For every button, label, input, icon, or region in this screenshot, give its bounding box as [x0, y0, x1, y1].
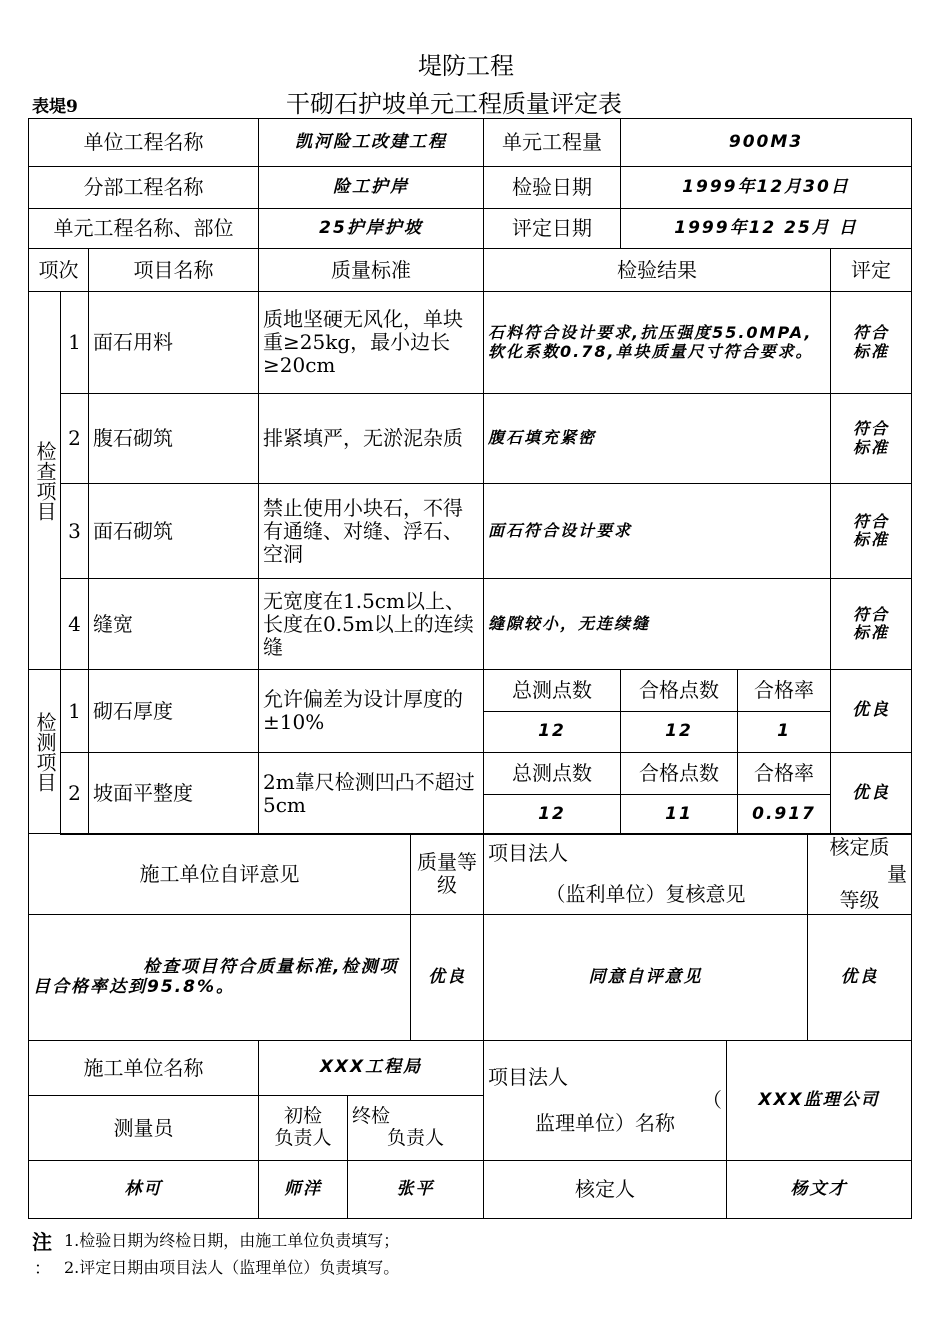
initial-label: 初检	[283, 1105, 322, 1128]
self-assessment-text: 检查项目符合质量标准,检测项目合格率达到95.8%。	[28, 914, 411, 1041]
check-item-standard: 排紧填严，无淤泥杂质	[258, 393, 484, 484]
element-quantity-value: 900M3	[620, 118, 912, 167]
check-item-standard: 无宽度在1.5cm以上、长度在0.5m以上的连续缝	[258, 578, 484, 670]
note-1: 1.检验日期为终检日期，由施工单位负责填写；	[64, 1231, 400, 1250]
measure-item-name: 坡面平整度	[88, 752, 259, 835]
check-item-standard: 禁止使用小块石，不得有通缝、对缝、浮石、空洞	[258, 483, 484, 579]
check-item-name: 缝宽	[88, 578, 259, 670]
verify-label-3: 等级	[839, 888, 880, 912]
measure-item-name: 砌石厚度	[88, 669, 259, 753]
surveyor-label: 测量员	[28, 1095, 259, 1161]
owner-name-label	[483, 1040, 727, 1161]
sub-project-value: 险工护岸	[258, 166, 484, 209]
self-grade: 优良	[410, 914, 484, 1041]
check-item-rating: 符合标准	[830, 578, 912, 670]
inspection-date-value: 1999年12月30日	[620, 166, 912, 209]
self-assessment-label: 施工单位自评意见	[28, 833, 411, 915]
measure-item-rating: 优良	[830, 669, 912, 753]
contractor-label: 施工单位名称	[28, 1040, 259, 1096]
verifier-label: 核定人	[483, 1160, 727, 1219]
check-item-result: 腹石填充紧密	[483, 393, 831, 484]
col-item-no: 项次	[28, 248, 89, 292]
element-name-value: 25护岸护坡	[258, 208, 484, 249]
measure-item-standard: 2m靠尺检测凹凸不超过5cm	[258, 752, 484, 835]
total-points: 12	[483, 711, 621, 753]
col-rating: 评定	[830, 248, 912, 292]
verifier-name: 杨文才	[726, 1160, 912, 1219]
surveyor-name: 林可	[28, 1160, 259, 1219]
quality-grade-label: 质量等级	[410, 833, 484, 915]
owner-label-2: （监利单位）复核意见	[545, 882, 746, 906]
col-result: 检验结果	[483, 248, 831, 292]
check-item-result: 面石符合设计要求	[483, 483, 831, 579]
total-points-header: 总测点数	[483, 752, 621, 795]
note-2: 2.评定日期由项目法人（监理单位）负责填写。	[64, 1258, 400, 1277]
unit-project-label: 单位工程名称	[28, 118, 259, 167]
passed-points-header: 合格点数	[620, 669, 738, 712]
owner-name-label-3: 监理单位）名称	[535, 1111, 675, 1135]
sub-project-label: 分部工程名称	[28, 166, 259, 209]
passed-points-header: 合格点数	[620, 752, 738, 795]
element-quantity-label: 单元工程量	[483, 118, 621, 167]
final-label-2: 负责人	[386, 1127, 444, 1149]
measure-item-no: 2	[60, 752, 89, 835]
check-item-standard: 质地坚硬无风化，单块重≥25kg，最小边长≥20cm	[258, 291, 484, 394]
owner-name-value: XXX监理公司	[726, 1040, 912, 1161]
measure-item-rating: 优良	[830, 752, 912, 835]
owner-name-label-1: 项目法人	[488, 1065, 568, 1089]
check-item-result: 石料符合设计要求,抗压强度55.0MPA,软化系数0.78,单块质量尺寸符合要求。	[483, 291, 831, 394]
check-item-rating: 符合标准	[830, 393, 912, 484]
pass-rate-header: 合格率	[737, 752, 831, 795]
final-label: 终检	[352, 1105, 391, 1128]
notes-prefix-1: 注	[32, 1230, 52, 1254]
initial-inspector-name: 师洋	[258, 1160, 348, 1219]
pass-rate: 0.917	[737, 794, 831, 835]
check-item-no: 4	[60, 578, 89, 670]
verify-grade: 优良	[807, 914, 912, 1041]
unit-project-value: 凯河险工改建工程	[258, 118, 484, 167]
assessment-date-value: 1999年12 25月 日	[620, 208, 912, 249]
check-item-result: 缝隙较小，无连续缝	[483, 578, 831, 670]
check-item-no: 3	[60, 483, 89, 579]
measure-item-standard: 允许偏差为设计厚度的±10%	[258, 669, 484, 753]
check-item-rating: 符合标准	[830, 483, 912, 579]
form-subtitle: 干砌石护坡单元工程质量评定表	[286, 90, 622, 118]
col-item-name: 项目名称	[88, 248, 259, 292]
pass-rate-header: 合格率	[737, 669, 831, 712]
total-points-header: 总测点数	[483, 669, 621, 712]
measure-items-group: 检测项目	[28, 669, 61, 834]
notes-prefix-2: ：	[34, 1259, 51, 1279]
check-item-no: 1	[60, 291, 89, 394]
check-item-name: 面石砌筑	[88, 483, 259, 579]
owner-label-1: 项目法人	[488, 841, 568, 865]
initial-label-2: 负责人	[274, 1127, 332, 1149]
check-item-rating: 符合标准	[830, 291, 912, 394]
final-inspector-label	[347, 1095, 484, 1161]
check-item-name: 面石用料	[88, 291, 259, 394]
final-inspector-name: 张平	[347, 1160, 484, 1219]
verify-grade-label	[807, 833, 912, 915]
measure-item-no: 1	[60, 669, 89, 753]
form-number: 表堤9	[32, 97, 78, 117]
owner-review-label	[483, 833, 808, 915]
inspection-date-label: 检验日期	[483, 166, 621, 209]
doc-title: 堤防工程	[418, 52, 514, 80]
passed-points: 12	[620, 711, 738, 753]
pass-rate: 1	[737, 711, 831, 753]
owner-review-text: 同意自评意见	[483, 914, 808, 1041]
check-item-name: 腹石砌筑	[88, 393, 259, 484]
verify-label-1: 核定质	[829, 835, 890, 859]
owner-name-label-2: （	[702, 1088, 722, 1112]
col-standard: 质量标准	[258, 248, 484, 292]
check-items-group: 检查项目	[28, 291, 61, 670]
total-points: 12	[483, 794, 621, 835]
initial-inspector-label	[258, 1095, 348, 1161]
verify-label-2: 量	[887, 861, 907, 886]
check-item-no: 2	[60, 393, 89, 484]
contractor-value: XXX工程局	[258, 1040, 484, 1096]
passed-points: 11	[620, 794, 738, 835]
element-name-label: 单元工程名称、部位	[28, 208, 259, 249]
assessment-date-label: 评定日期	[483, 208, 621, 249]
